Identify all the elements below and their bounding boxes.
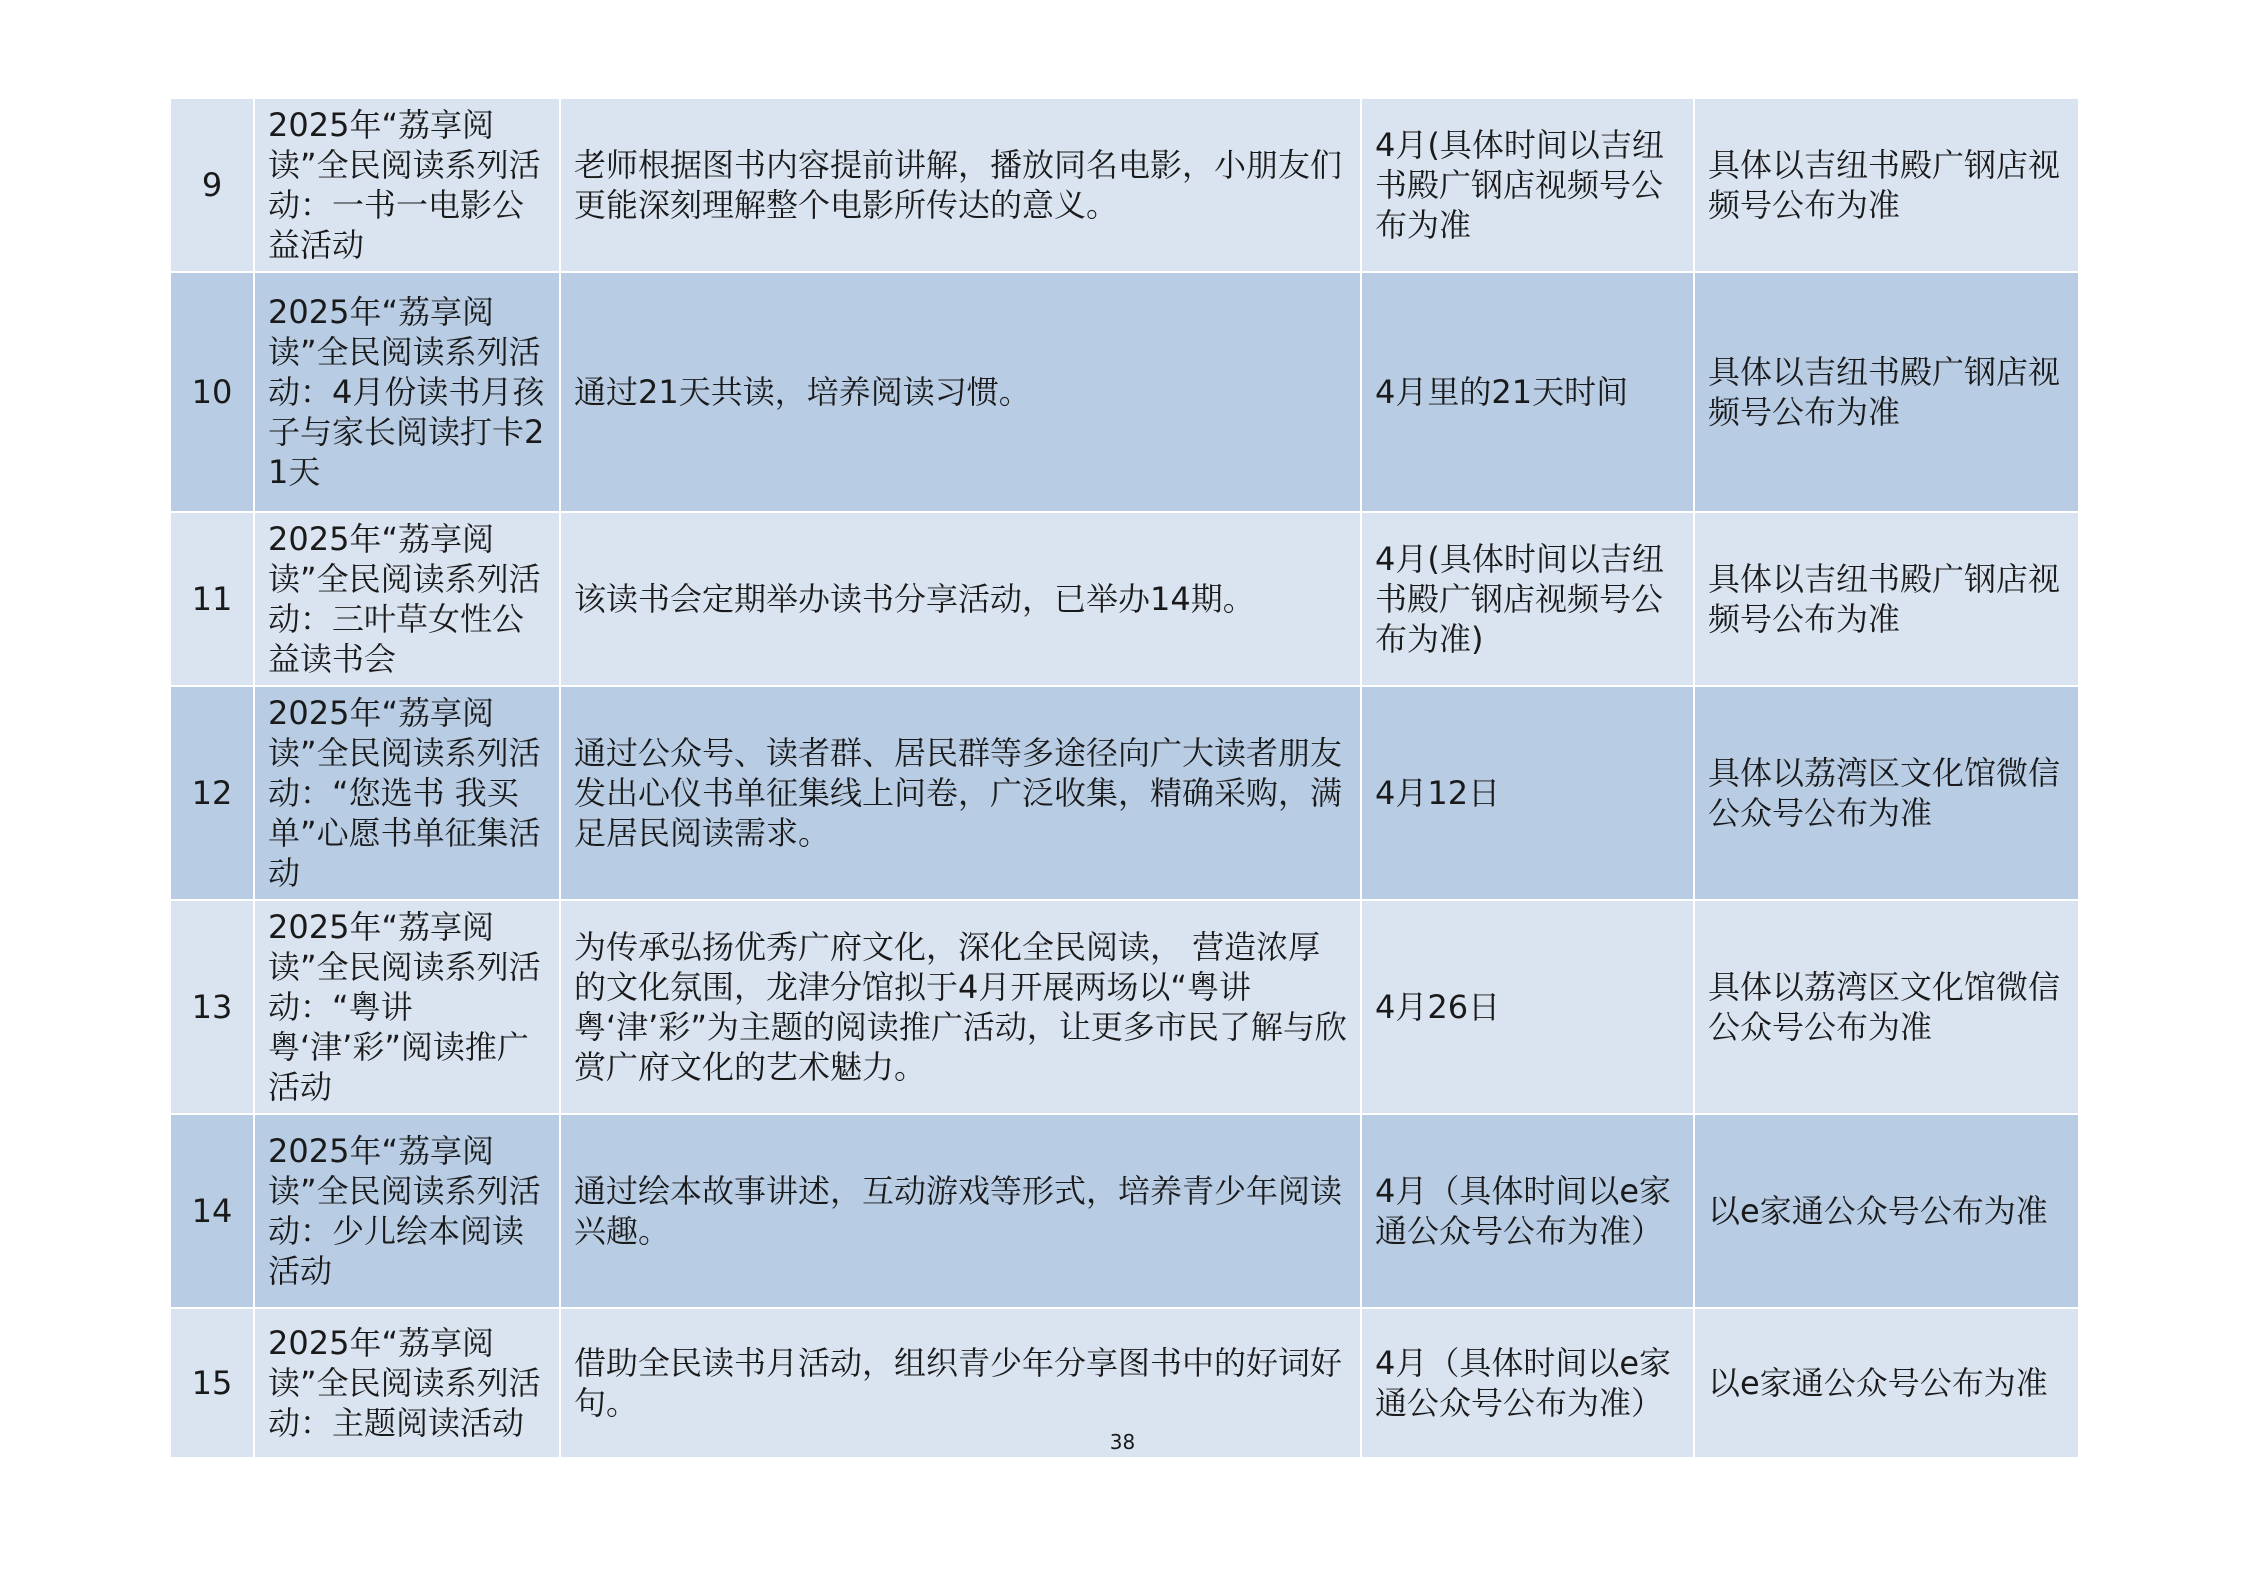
- activity-publish-info: 以e家通公众号公布为准: [1694, 1308, 2079, 1458]
- row-number: 12: [170, 686, 254, 900]
- activity-content: 该读书会定期举办读书分享活动，已举办14期。: [560, 512, 1361, 686]
- activity-table: [169, 97, 2080, 1459]
- activity-time: 4月26日: [1361, 900, 1694, 1114]
- activity-publish-info: 以e家通公众号公布为准: [1694, 1114, 2079, 1308]
- row-number: 13: [170, 900, 254, 1114]
- activity-content: 为传承弘扬优秀广府文化，深化全民阅读， 营造浓厚的文化氛围，龙津分馆拟于4月开展两场以“粤讲粤‘津’彩”为主题的阅读推广活动，让更多市民了解与欣赏广府文化的艺术魅力。: [560, 900, 1361, 1114]
- activity-content: 通过公众号、读者群、居民群等多途径向广大读者朋友发出心仪书单征集线上问卷，广泛收集，精确采购，满足居民阅读需求。: [560, 686, 1361, 900]
- row-number: 14: [170, 1114, 254, 1308]
- activity-publish-info: 具体以荔湾区文化馆微信公众号公布为准: [1694, 900, 2079, 1114]
- row-number: 9: [170, 98, 254, 272]
- table-row: [170, 512, 2079, 686]
- activity-name: 2025年“荔享阅读”全民阅读系列活动：4月份读书月孩子与家长阅读打卡21天: [254, 272, 560, 512]
- activity-time: 4月(具体时间以吉纽书殿广钢店视频号公布为准: [1361, 98, 1694, 272]
- table-row: [170, 98, 2079, 272]
- row-number: 10: [170, 272, 254, 512]
- table-row: [170, 900, 2079, 1114]
- activity-content: 通过绘本故事讲述，互动游戏等形式，培养青少年阅读兴趣。: [560, 1114, 1361, 1308]
- activity-time: 4月（具体时间以e家通公众号公布为准）: [1361, 1114, 1694, 1308]
- page-number: 38: [1109, 1430, 1136, 1454]
- table-row: [170, 686, 2079, 900]
- activity-publish-info: 具体以吉纽书殿广钢店视频号公布为准: [1694, 512, 2079, 686]
- activity-publish-info: 具体以荔湾区文化馆微信公众号公布为准: [1694, 686, 2079, 900]
- activity-name: 2025年“荔享阅读”全民阅读系列活动：“粤讲粤‘津’彩”阅读推广活动: [254, 900, 560, 1114]
- activity-name: 2025年“荔享阅读”全民阅读系列活动：少儿绘本阅读活动: [254, 1114, 560, 1308]
- activity-publish-info: 具体以吉纽书殿广钢店视频号公布为准: [1694, 98, 2079, 272]
- activity-name: 2025年“荔享阅读”全民阅读系列活动：三叶草女性公益读书会: [254, 512, 560, 686]
- activity-name: 2025年“荔享阅读”全民阅读系列活动：主题阅读活动: [254, 1308, 560, 1458]
- activity-publish-info: 具体以吉纽书殿广钢店视频号公布为准: [1694, 272, 2079, 512]
- activity-content: 通过21天共读，培养阅读习惯。: [560, 272, 1361, 512]
- activity-content: 老师根据图书内容提前讲解，播放同名电影，小朋友们更能深刻理解整个电影所传达的意义。: [560, 98, 1361, 272]
- row-number: 11: [170, 512, 254, 686]
- table-row: [170, 1114, 2079, 1308]
- activity-time: 4月(具体时间以吉纽书殿广钢店视频号公布为准): [1361, 512, 1694, 686]
- row-number: 15: [170, 1308, 254, 1458]
- activity-time: 4月（具体时间以e家通公众号公布为准）: [1361, 1308, 1694, 1458]
- activity-name: 2025年“荔享阅读”全民阅读系列活动：“您选书 我买单”心愿书单征集活动: [254, 686, 560, 900]
- activity-name: 2025年“荔享阅读”全民阅读系列活动：一书一电影公益活动: [254, 98, 560, 272]
- activity-time: 4月12日: [1361, 686, 1694, 900]
- table-row: [170, 272, 2079, 512]
- activity-content: 借助全民读书月活动，组织青少年分享图书中的好词好句。: [560, 1308, 1361, 1458]
- activity-time: 4月里的21天时间: [1361, 272, 1694, 512]
